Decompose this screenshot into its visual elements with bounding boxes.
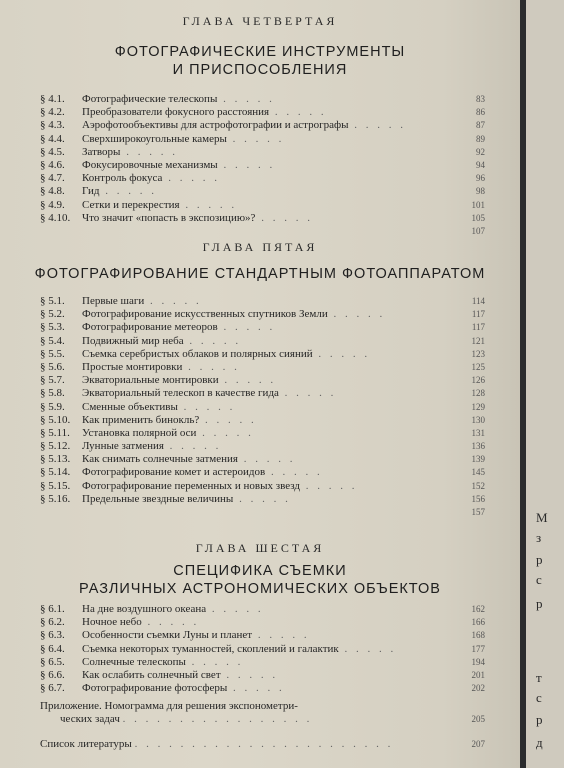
toc-entry (40, 225, 485, 238)
toc-entry: § 4.4. Сверхширокоугольные камеры . . . . . 89 (40, 132, 485, 145)
toc-entry: § 4.5. Затворы . . . . . 92 (40, 145, 485, 158)
section-number: § 5.16. (40, 492, 71, 505)
page-number: 157 (471, 507, 485, 517)
page-number: 166 (471, 617, 485, 628)
page-number: 156 (471, 493, 485, 504)
bibliography-page: 207 (471, 739, 485, 749)
page-number: 126 (471, 375, 485, 386)
section-number: § 6.3. (40, 629, 65, 642)
toc-entry: § 5.7. Экваториальные монтировки . . . . . 126 (40, 374, 485, 387)
section-number: § 4.6. (40, 158, 65, 171)
bibliography-label: Список литературы (40, 738, 132, 750)
toc-entry: § 5.11. Установка полярной оси . . . . . 131 (40, 426, 485, 439)
appendix-line1: Приложение. Номограмма для решения экспонометри- (40, 700, 298, 712)
page-number: 139 (471, 454, 485, 465)
toc-entry: § 5.13. Как снимать солнечные затмения . . . . . 139 (40, 453, 485, 466)
adjacent-page-fragment: р (536, 596, 543, 611)
adjacent-page-fragment: т (536, 670, 542, 685)
section-title: Ночное небо (82, 616, 142, 629)
section-title: Съемка серебристых облаков и полярных сияний (82, 347, 313, 360)
section-title: Фотографирование метеоров (82, 321, 218, 334)
page-number: 117 (471, 322, 485, 333)
section-number: § 6.2. (40, 616, 65, 629)
toc-entry: § 6.3. Особенности съемки Луны и планет . . . . . 168 (40, 629, 485, 642)
section-title: Простые монтировки (82, 360, 183, 373)
page-number: 121 (471, 335, 485, 346)
section-title: Подвижный мир неба (82, 334, 184, 347)
section-number: § 5.6. (40, 360, 65, 373)
chapter-5-contents (40, 295, 485, 519)
page-number: 117 (471, 309, 485, 320)
toc-entry: § 4.9. Сетки и перекрестия . . . . . 101 (40, 198, 485, 211)
appendix-entry (40, 700, 485, 726)
section-title: Сверхширокоугольные камеры (82, 132, 227, 145)
section-title: Как снимать солнечные затмения (82, 453, 238, 466)
section-number: § 4.8. (40, 185, 65, 198)
section-title: Контроль фокуса (82, 172, 163, 185)
section-title: Как ослабить солнечный свет (82, 668, 221, 681)
appendix-line2: ческих задач (60, 713, 120, 726)
toc-entry: § 6.7. Фотографирование фотосферы . . . . . 202 (40, 682, 485, 695)
section-number: § 5.11. (40, 426, 70, 439)
bibliography-entry (40, 738, 485, 751)
section-title: Экваториальные монтировки (82, 374, 219, 387)
section-number: § 5.5. (40, 347, 65, 360)
section-number: § 6.7. (40, 682, 65, 695)
section-title: Лунные затмения (82, 440, 164, 453)
section-title: Что значит «попасть в экспозицию»? (82, 211, 256, 224)
adjacent-page-fragment: с (536, 572, 542, 587)
page-number: 107 (471, 225, 485, 236)
page-number: 114 (471, 296, 485, 306)
section-title: Сменные объективы (82, 400, 178, 413)
chapter-4-contents (40, 93, 485, 238)
chapter-5-title: ФОТОГРАФИРОВАНИЕ СТАНДАРТНЫМ ФОТОАППАРАТОМ (34, 266, 486, 282)
page-number: 83 (476, 94, 485, 104)
section-number: § 5.10. (40, 413, 71, 426)
toc-entry: § 5.6. Простые монтировки . . . . . 125 (40, 360, 485, 373)
toc-entry: § 5.1. Первые шаги . . . . . 114 (40, 295, 485, 307)
chapter-5-label: ГЛАВА ПЯТАЯ (202, 240, 318, 254)
section-number: § 5.12. (40, 440, 71, 453)
toc-entry: § 4.2. Преобразователи фокусного расстояния . . . . . 86 (40, 106, 485, 119)
chapter-6-title-line2: РАЗЛИЧНЫХ АСТРОНОМИЧЕСКИХ ОБЪЕКТОВ (79, 581, 441, 597)
section-title: Преобразователи фокусного расстояния (82, 106, 270, 119)
toc-entry: § 5.10. Как применить бинокль? . . . . . 130 (40, 413, 485, 426)
toc-entry: § 4.8. Гид . . . . . 98 (40, 185, 485, 198)
section-title: Первые шаги (82, 295, 145, 307)
section-title: Съемка некоторых туманностей, скоплений и галактик (82, 642, 339, 655)
appendix-page: 205 (471, 714, 485, 725)
section-number: § 5.13. (40, 453, 71, 466)
section-number: § 4.5. (40, 145, 65, 158)
section-title: Фотографирование фотосферы (82, 682, 228, 695)
page-number: 128 (471, 388, 485, 399)
page-number: 152 (471, 480, 485, 491)
section-title: Солнечные телескопы (82, 655, 186, 668)
section-number: § 5.4. (40, 334, 65, 347)
section-number: § 6.1. (40, 603, 65, 615)
section-title: На дне воздушного океана (82, 603, 207, 615)
section-title: Фокусировочные механизмы (82, 158, 218, 171)
page-number: 201 (471, 669, 485, 680)
adjacent-page-fragment: с (536, 690, 542, 705)
chapter-6-contents (40, 603, 485, 695)
toc-entry: § 5.14. Фотографирование комет и астероидов . . . . . 145 (40, 466, 485, 479)
toc-entry: § 5.8. Экваториальный телескоп в качестве гида . . . . . 128 (40, 387, 485, 400)
page-number: 125 (471, 361, 485, 372)
adjacent-page-fragment: д (536, 735, 543, 750)
page-number: 86 (476, 107, 485, 118)
page-number: 162 (471, 604, 485, 614)
page-number: 131 (471, 427, 485, 438)
section-number: § 5.1. (40, 295, 65, 307)
section-title: Предельные звездные величины (82, 492, 234, 505)
section-title: Затворы (82, 145, 121, 158)
chapter-4-title-line2: И ПРИСПОСОБЛЕНИЯ (172, 62, 348, 78)
chapter-4-title-line1: ФОТОГРАФИЧЕСКИЕ ИНСТРУМЕНТЫ (114, 44, 406, 60)
toc-entry: § 4.1. Фотографические телескопы . . . . . 83 (40, 93, 485, 105)
page-number: 129 (471, 401, 485, 412)
toc-entry: § 4.7. Контроль фокуса . . . . . 96 (40, 172, 485, 185)
section-number: § 4.7. (40, 172, 65, 185)
section-title: Фотографирование искусственных спутников Земли (82, 308, 328, 321)
section-title: Экваториальный телескоп в качестве гида (82, 387, 279, 400)
section-number: § 6.4. (40, 642, 65, 655)
section-number: § 5.15. (40, 479, 71, 492)
toc-entry: § 5.16. Предельные звездные величины . . . . . 156 (40, 492, 485, 505)
toc-entry: § 5.5. Съемка серебристых облаков и полярных сияний . . . . . 123 (40, 347, 485, 360)
toc-entry (40, 506, 485, 519)
toc-entry: § 6.2. Ночное небо . . . . . 166 (40, 616, 485, 629)
section-title: Как применить бинокль? (82, 413, 200, 426)
section-number: § 5.14. (40, 466, 71, 479)
page-number: 94 (476, 159, 485, 170)
toc-entry: § 5.9. Сменные объективы . . . . . 129 (40, 400, 485, 413)
toc-entry: § 6.5. Солнечные телескопы . . . . . 194 (40, 655, 485, 668)
section-title: Аэрофотообъективы для астрофотографии и астрографы (82, 119, 349, 132)
section-title: Установка полярной оси (82, 426, 197, 439)
toc-entry: § 6.6. Как ослабить солнечный свет . . . . . 201 (40, 668, 485, 681)
page-number: 177 (471, 643, 485, 654)
section-number: § 5.3. (40, 321, 65, 334)
section-number: § 6.5. (40, 655, 65, 668)
page-number: 136 (471, 441, 485, 452)
adjacent-page-edge (526, 0, 564, 768)
toc-entry: § 4.6. Фокусировочные механизмы . . . . . 94 (40, 158, 485, 171)
appendix-line2-row: ческих задач . . . . . . . . . . . . . . . . . 205 (40, 713, 485, 726)
toc-entry: § 5.2. Фотографирование искусственных спутников Земли . . . . . 117 (40, 308, 485, 321)
toc-entry: § 5.12. Лунные затмения . . . . . 136 (40, 440, 485, 453)
section-number: § 5.8. (40, 387, 65, 400)
section-title: Гид (82, 185, 100, 198)
page-number: 87 (476, 120, 485, 131)
adjacent-page-fragment: р (536, 552, 543, 567)
page-number: 123 (471, 348, 485, 359)
section-title: Особенности съемки Луны и планет (82, 629, 253, 642)
section-number: § 5.7. (40, 374, 65, 387)
section-title: Фотографирование комет и астероидов (82, 466, 266, 479)
adjacent-page-fragment: М (536, 510, 548, 525)
section-number: § 5.2. (40, 308, 65, 321)
section-number: § 4.9. (40, 198, 65, 211)
toc-entry: § 5.15. Фотографирование переменных и новых звезд . . . . . 152 (40, 479, 485, 492)
section-number: § 5.9. (40, 400, 65, 413)
section-title: Фотографические телескопы (82, 93, 218, 105)
toc-entry: § 6.1. На дне воздушного океана . . . . . 162 (40, 603, 485, 615)
section-number: § 4.2. (40, 106, 65, 119)
page-number: 92 (476, 146, 485, 157)
page-number: 105 (471, 212, 485, 223)
page-number: 168 (471, 630, 485, 641)
bibliography-row: Список литературы . . . . . . . . . . . . . . . . . . . . . . . 207 (40, 738, 485, 750)
page-number: 98 (476, 186, 485, 197)
adjacent-page-fragment: р (536, 712, 543, 727)
toc-entry: § 4.10. Что значит «попасть в экспозицию»? . . . . . 105 (40, 211, 485, 224)
page-number: 202 (471, 683, 485, 694)
section-title: Сетки и перекрестия (82, 198, 180, 211)
chapter-4-label: ГЛАВА ЧЕТВЕРТАЯ (182, 14, 338, 28)
chapter-6-label: ГЛАВА ШЕСТАЯ (195, 541, 325, 555)
page-number: 89 (476, 133, 485, 144)
section-number: § 4.1. (40, 93, 65, 105)
toc-entry: § 6.4. Съемка некоторых туманностей, скоплений и галактик . . . . . 177 (40, 642, 485, 655)
toc-entry: § 5.4. Подвижный мир неба . . . . . 121 (40, 334, 485, 347)
page-number: 101 (471, 199, 485, 210)
page-number: 194 (471, 656, 485, 667)
page-number: 145 (471, 467, 485, 478)
section-number: § 6.6. (40, 668, 65, 681)
page-number: 130 (471, 414, 485, 425)
section-title: Фотографирование переменных и новых звезд (82, 479, 300, 492)
page-number: 96 (476, 173, 485, 184)
section-number: § 4.3. (40, 119, 65, 132)
chapter-6-title-line1: СПЕЦИФИКА СЪЕМКИ (173, 563, 347, 579)
toc-entry: § 5.3. Фотографирование метеоров . . . . . 117 (40, 321, 485, 334)
toc-entry: § 4.3. Аэрофотообъективы для астрофотографии и астрографы . . . . . 87 (40, 119, 485, 132)
section-number: § 4.10. (40, 211, 71, 224)
section-number: § 4.4. (40, 132, 65, 145)
adjacent-page-fragment: з (536, 530, 542, 545)
